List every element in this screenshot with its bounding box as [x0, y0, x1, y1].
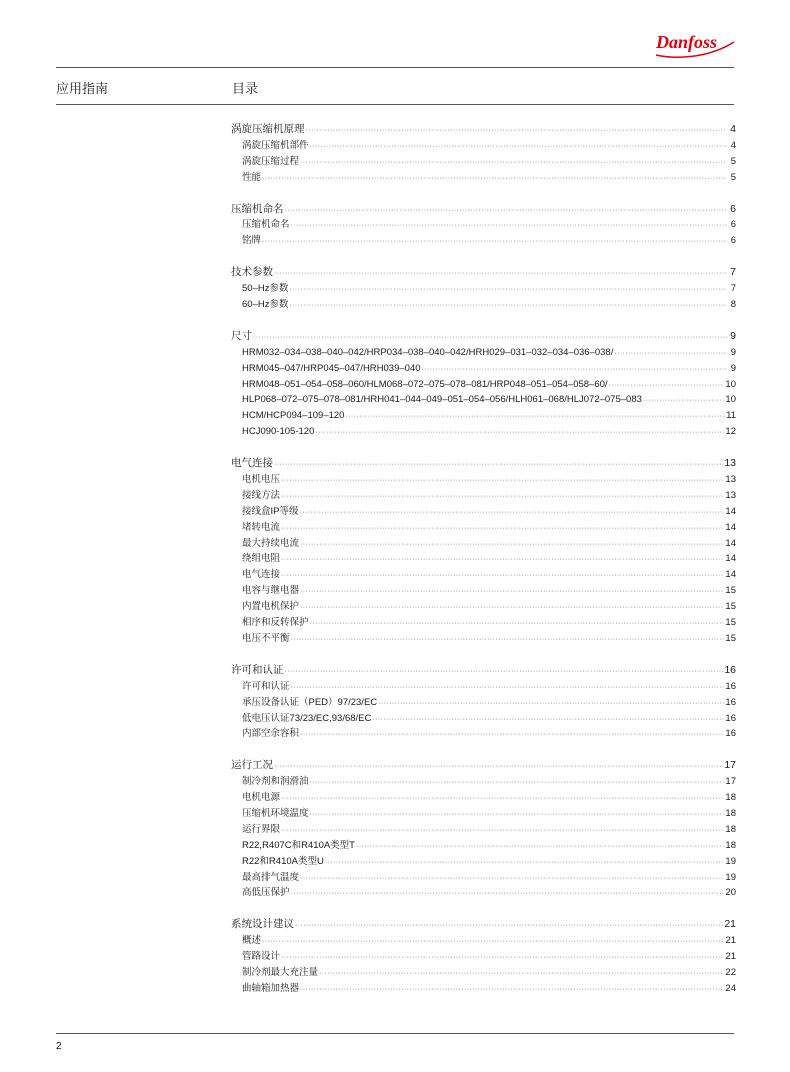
- dot-leader: [285, 664, 724, 680]
- toc-section-heading-page: 6: [730, 202, 736, 215]
- toc-entry-page: 6: [730, 219, 736, 231]
- toc-entry[interactable]: [231, 488, 736, 504]
- toc-entry-title: 绕组电阻: [242, 553, 281, 565]
- dot-leader: [300, 600, 724, 616]
- toc-entry[interactable]: [231, 233, 736, 249]
- toc-entry-page: 18: [725, 807, 736, 819]
- toc-entry-title: HRM045–047/HRP045–047/HRH039–040: [242, 362, 421, 374]
- toc-entry-page: 19: [725, 855, 736, 867]
- brand-name: Danfoss: [656, 32, 718, 52]
- toc-entry-page: 16: [725, 696, 736, 708]
- header-rule-bottom: [56, 104, 734, 105]
- toc-entry-page: 10: [725, 378, 736, 390]
- dot-leader: [372, 712, 724, 728]
- dot-leader: [281, 950, 724, 966]
- toc-entry-title: 运行界限: [242, 823, 281, 835]
- toc-entry-page: 24: [725, 982, 736, 994]
- toc-section-heading-title: 尺寸: [231, 329, 252, 342]
- toc-entry-page: 4: [730, 139, 736, 151]
- toc-entry[interactable]: [231, 408, 736, 424]
- dot-leader: [285, 203, 728, 219]
- dot-leader: [299, 505, 724, 521]
- toc-entry-title: 涡旋压缩机部件: [242, 139, 309, 151]
- toc-entry-title: 50–Hz参数: [242, 283, 289, 295]
- toc-section-heading-page: 13: [724, 457, 736, 470]
- toc-section: [231, 917, 736, 996]
- toc-entry-page: 14: [725, 521, 736, 533]
- toc-entry-title: R22和R410A类型U: [242, 855, 324, 867]
- dot-leader: [315, 425, 724, 441]
- toc-entry-title: 涡旋压缩过程: [242, 155, 300, 167]
- dot-leader: [300, 727, 724, 743]
- toc-section-heading[interactable]: [231, 202, 736, 218]
- toc-entry[interactable]: [231, 806, 736, 822]
- toc-entry[interactable]: [231, 281, 736, 297]
- toc-section-heading-page: 4: [730, 123, 736, 135]
- toc-entry[interactable]: [231, 583, 736, 599]
- toc-entry-page: 20: [725, 887, 736, 899]
- dot-leader: [289, 282, 727, 298]
- toc-section-heading[interactable]: [231, 758, 736, 774]
- toc-section-heading-title: 系统设计建议: [231, 918, 294, 931]
- dot-leader: [300, 871, 724, 887]
- dot-leader: [291, 632, 725, 648]
- dot-leader: [319, 966, 724, 982]
- toc-entry-page: 14: [725, 569, 736, 581]
- toc-entry[interactable]: [231, 297, 736, 313]
- toc-entry-page: 5: [730, 155, 736, 167]
- toc-entry[interactable]: [231, 361, 736, 377]
- toc-section-heading-page: 9: [730, 329, 736, 342]
- toc-section-heading[interactable]: [231, 456, 736, 472]
- toc-entry-page: 6: [730, 235, 736, 247]
- toc-entry-page: 8: [730, 299, 736, 311]
- toc-entry-page: 15: [725, 601, 736, 613]
- toc-entry-title: 铭牌: [242, 235, 262, 247]
- toc-entry-page: 13: [725, 489, 736, 501]
- dot-leader: [295, 918, 723, 934]
- toc-entry-title: 制冷剂最大充注量: [242, 966, 319, 978]
- toc-entry-title: HRM032–034–038–040–042/HRP034–038–040–042/HRH029–031–032–034–036–038/: [242, 346, 614, 358]
- toc-entry[interactable]: [231, 567, 736, 583]
- dot-leader: [262, 934, 724, 950]
- toc-entry-page: 18: [725, 792, 736, 804]
- toc-section-heading-title: 许可和认证: [231, 663, 284, 676]
- toc-entry-title: 内部空余容积: [242, 728, 300, 740]
- toc-entry[interactable]: [231, 217, 736, 233]
- toc-entry-title: 电机电源: [242, 792, 281, 804]
- header-rule-top: [56, 67, 734, 68]
- toc-entry-page: 10: [725, 394, 736, 406]
- dot-leader: [643, 393, 725, 409]
- toc-entry[interactable]: [231, 504, 736, 520]
- toc-entry[interactable]: [231, 424, 736, 440]
- dot-leader: [281, 568, 724, 584]
- dot-leader: [291, 886, 725, 902]
- page-number: 2: [56, 1041, 62, 1052]
- toc-entry-page: 17: [725, 776, 736, 788]
- toc-entry-title: 性能: [242, 171, 262, 183]
- toc-entry[interactable]: [231, 599, 736, 615]
- toc-entry-page: 7: [730, 283, 736, 295]
- toc-entry-title: 相序和反转保护: [242, 617, 309, 629]
- toc-entry[interactable]: [231, 774, 736, 790]
- toc-section-heading-title: 运行工况: [231, 759, 273, 772]
- toc-entry-page: 21: [725, 951, 736, 963]
- toc-entry[interactable]: [231, 377, 736, 393]
- toc-entry-title: 概述: [242, 935, 262, 947]
- toc-entry[interactable]: [231, 726, 736, 742]
- dot-leader: [614, 346, 727, 362]
- toc-entry-title: 压缩机命名: [242, 219, 290, 231]
- dot-leader: [310, 616, 725, 632]
- toc-entry-title: 压缩机环境温度: [242, 807, 309, 819]
- dot-leader: [281, 489, 724, 505]
- danfoss-logo: [652, 28, 736, 60]
- toc-entry[interactable]: [231, 933, 736, 949]
- toc-entry-title: HCM/HCP094–109–120: [242, 410, 345, 422]
- toc-entry[interactable]: [231, 536, 736, 552]
- toc-entry[interactable]: [231, 949, 736, 965]
- dot-leader: [289, 298, 727, 314]
- dot-leader: [274, 457, 723, 473]
- footer-rule: [56, 1033, 734, 1034]
- toc-entry-page: 9: [730, 362, 736, 374]
- toc-section: [231, 329, 736, 440]
- toc-section: [231, 202, 736, 250]
- toc-entry-title: 60–Hz参数: [242, 299, 289, 311]
- toc-entry-title: 高低压保护: [242, 887, 290, 899]
- toc-section: [231, 663, 736, 742]
- dot-leader: [281, 552, 724, 568]
- dot-leader: [345, 409, 725, 425]
- toc-entry-page: 11: [726, 410, 736, 422]
- dot-leader: [356, 839, 724, 855]
- dot-leader: [262, 234, 727, 250]
- toc-section-heading[interactable]: [231, 663, 736, 679]
- dot-leader: [281, 823, 724, 839]
- toc-entry-page: 14: [725, 505, 736, 517]
- toc-section-heading-title: 压缩机命名: [231, 202, 284, 215]
- toc-entry-title: HRM048–051–054–058–060/HLM068–072–075–078–081/HRP048–051–054–058–60/: [242, 378, 608, 390]
- dot-leader: [310, 807, 725, 823]
- toc-entry-page: 22: [725, 966, 736, 978]
- toc-entry[interactable]: [231, 965, 736, 981]
- toc-entry-page: 18: [725, 823, 736, 835]
- toc-entry-title: 最大持续电流: [242, 537, 300, 549]
- toc-section-heading-title: 电气连接: [231, 457, 273, 470]
- toc-entry-title: 制冷剂和润滑油: [242, 776, 309, 788]
- toc-entry-page: 15: [725, 632, 736, 644]
- toc-entry-page: 18: [725, 839, 736, 851]
- toc-entry-title: 曲轴箱加热器: [242, 982, 300, 994]
- dot-leader: [300, 584, 724, 600]
- toc-entry[interactable]: [231, 822, 736, 838]
- toc-entry[interactable]: [231, 854, 736, 870]
- toc-entry-title: HLP068–072–075–078–081/HRH041–044–049–051–054–056/HLH061–068/HLJ072–075–083: [242, 394, 642, 406]
- dot-leader: [300, 155, 727, 171]
- toc-entry-page: 14: [725, 553, 736, 565]
- toc-entry[interactable]: [231, 520, 736, 536]
- toc-entry-page: 16: [725, 680, 736, 692]
- dot-leader: [253, 330, 727, 346]
- dot-leader: [609, 378, 725, 394]
- toc-entry[interactable]: [231, 631, 736, 647]
- toc-entry[interactable]: [231, 679, 736, 695]
- toc-section: [231, 265, 736, 313]
- toc-section: [231, 122, 736, 186]
- toc-section-heading-page: 17: [724, 759, 736, 772]
- dot-leader: [325, 855, 725, 871]
- dot-leader: [422, 362, 727, 378]
- toc-section-heading[interactable]: [231, 265, 736, 281]
- toc-entry[interactable]: [231, 170, 736, 186]
- toc-section: [231, 456, 736, 647]
- toc-entry-title: 电容与继电器: [242, 585, 300, 597]
- toc-section-heading-title: 涡旋压缩机原理: [231, 123, 305, 135]
- toc-heading: 目录: [232, 81, 259, 96]
- toc-entry-title: 管路设计: [242, 951, 281, 963]
- dot-leader: [274, 266, 727, 282]
- toc-entry-title: 最高排气温度: [242, 871, 300, 883]
- toc-section-heading-page: 7: [730, 266, 736, 279]
- toc-section-heading-page: 21: [724, 918, 736, 931]
- toc-entry[interactable]: [231, 790, 736, 806]
- toc-entry-page: 16: [725, 712, 736, 724]
- toc-section-heading[interactable]: [231, 917, 736, 933]
- toc-entry-title: 堵转电流: [242, 521, 281, 533]
- toc-entry-title: R22,R407C和R410A类型T: [242, 839, 355, 851]
- dot-leader: [378, 696, 724, 712]
- toc-entry-title: 许可和认证: [242, 680, 290, 692]
- toc-section-heading-page: 16: [724, 663, 736, 676]
- toc-entry[interactable]: [231, 345, 736, 361]
- toc-entry-page: 15: [725, 585, 736, 597]
- dot-leader: [300, 982, 724, 998]
- toc-entry-title: 电气连接: [242, 569, 281, 581]
- toc-entry[interactable]: [231, 392, 736, 408]
- toc-entry[interactable]: [231, 615, 736, 631]
- toc-entry-title: 低电压认证73/23/EC,93/68/EC: [242, 712, 372, 724]
- toc-entry-title: 接线方法: [242, 489, 281, 501]
- toc-entry[interactable]: [231, 138, 736, 154]
- toc-entry-page: 15: [725, 617, 736, 629]
- toc-entry-title: 接线盒IP等级: [242, 505, 299, 517]
- toc-entry[interactable]: [231, 885, 736, 901]
- dot-leader: [281, 791, 724, 807]
- toc-entry-title: 内置电机保护: [242, 601, 300, 613]
- toc-section-heading-title: 技术参数: [231, 266, 273, 279]
- toc-entry[interactable]: [231, 711, 736, 727]
- toc-entry-page: 5: [730, 171, 736, 183]
- dot-leader: [274, 759, 723, 775]
- toc-entry-page: 19: [725, 871, 736, 883]
- toc-entry-title: 承压设备认证（PED）97/23/EC: [242, 696, 378, 708]
- toc-section-heading[interactable]: [231, 329, 736, 345]
- dot-leader: [300, 537, 724, 553]
- dot-leader: [281, 473, 724, 489]
- toc-section: [231, 758, 736, 901]
- dot-leader: [281, 521, 724, 537]
- toc-entry-page: 13: [725, 474, 736, 486]
- table-of-contents: [231, 122, 736, 1013]
- toc-entry[interactable]: [231, 981, 736, 997]
- dot-leader: [291, 680, 725, 696]
- toc-entry[interactable]: [231, 695, 736, 711]
- toc-entry-page: 9: [730, 346, 736, 358]
- toc-entry[interactable]: [231, 838, 736, 854]
- doc-type-title: 应用指南: [56, 81, 109, 96]
- toc-entry[interactable]: [231, 870, 736, 886]
- toc-entry[interactable]: [231, 154, 736, 170]
- toc-entry-page: 12: [725, 426, 736, 438]
- dot-leader: [310, 139, 727, 155]
- toc-entry-title: 电机电压: [242, 474, 281, 486]
- toc-section-heading[interactable]: [231, 122, 736, 138]
- dot-leader: [291, 218, 727, 234]
- toc-entry-title: HCJ090-105-120: [242, 426, 315, 438]
- dot-leader: [306, 123, 728, 139]
- toc-entry-title: 电压不平衡: [242, 632, 290, 644]
- toc-entry-page: 16: [725, 728, 736, 740]
- dot-leader: [262, 171, 727, 187]
- toc-entry-page: 14: [725, 537, 736, 549]
- toc-entry[interactable]: [231, 472, 736, 488]
- toc-entry[interactable]: [231, 551, 736, 567]
- dot-leader: [310, 775, 725, 791]
- toc-entry-page: 21: [725, 935, 736, 947]
